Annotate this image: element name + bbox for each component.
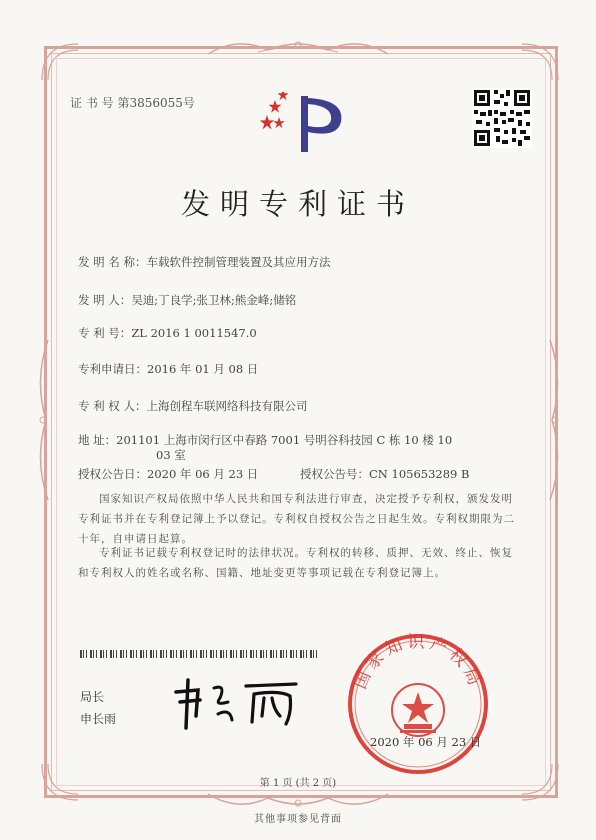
grant-number-value: CN 105653289 B (369, 467, 470, 481)
svg-text:国家知识产权局: 国家知识产权局 (350, 632, 486, 692)
field-address (78, 432, 452, 448)
field-patentee (78, 398, 307, 414)
inventor-label: 发 明 人： (78, 293, 132, 307)
field-patent-number (78, 325, 257, 341)
ornament-bottom-icon (198, 790, 398, 812)
paragraph-legal-status: 专利证书记载专利权登记时的法律状况。专利权的转移、质押、无效、终止、恢复和专利权人的姓名或名称、国籍、地址变更等事项记载在专利登记簿上。 (78, 547, 513, 579)
ornament-right-icon (546, 340, 564, 500)
paragraph-grant-statement: 国家知识产权局依照中华人民共和国专利法进行审查，决定授予专利权，颁发发明专利证书并在专利登记簿上予以登记。专利权自授权公告之日起生效。专利权期限为二十年，自申请日起算。 (78, 493, 515, 545)
grant-number-label: 授权公告号： (300, 467, 369, 481)
seal-date: 2020 年 06 月 23 日 (370, 735, 482, 749)
barcode-icon (80, 650, 320, 658)
page-number: 第 1 页 (共 2 页) (259, 778, 337, 789)
field-grant-number (300, 466, 469, 482)
field-invention-name (78, 254, 330, 270)
director-name: 申长雨 (80, 712, 117, 726)
application-date-label: 专利申请日： (78, 362, 147, 376)
address-value-line1: 201101 上海市闵行区中春路 7001 号明谷科技园 C 栋 10 楼 10 (116, 433, 453, 447)
invention-name-value: 车载软件控制管理装置及其应用方法 (146, 255, 331, 269)
grant-date-value: 2020 年 06 月 23 日 (147, 467, 259, 481)
official-seal-icon (344, 630, 492, 778)
ornament-top-icon (198, 36, 398, 58)
field-application-date (78, 361, 258, 377)
qr-code-icon (472, 88, 532, 148)
patent-number-label: 专 利 号： (78, 326, 132, 340)
certificate-title: 发明专利证书 (180, 187, 415, 221)
field-inventor (78, 292, 296, 308)
footer-note: 其他事项参见背面 (254, 814, 342, 825)
field-grant-date (78, 466, 258, 482)
ornament-corner-tl-icon (40, 42, 80, 82)
ornament-left-icon (34, 340, 52, 500)
cnipa-logo-icon (255, 92, 350, 154)
address-label: 地 址： (78, 433, 117, 447)
director-signature-icon (170, 672, 305, 732)
patentee-value: 上海创程车联网络科技有限公司 (146, 399, 308, 413)
certificate-number: 证 书 号 第3856055号 (70, 96, 195, 110)
address-value-line2: 03 室 (156, 448, 186, 462)
invention-name-label: 发 明 名 称： (78, 255, 147, 269)
patentee-label: 专 利 权 人： (78, 399, 147, 413)
director-title: 局长 (80, 690, 105, 704)
application-date-value: 2016 年 01 月 08 日 (147, 362, 259, 376)
grant-date-label: 授权公告日： (78, 467, 147, 481)
inventor-value: 吴迪;丁良学;张卫林;熊金峰;储铭 (131, 293, 297, 307)
ornament-corner-tr-icon (520, 42, 560, 82)
patent-number-value: ZL 2016 1 0011547.0 (131, 326, 257, 340)
